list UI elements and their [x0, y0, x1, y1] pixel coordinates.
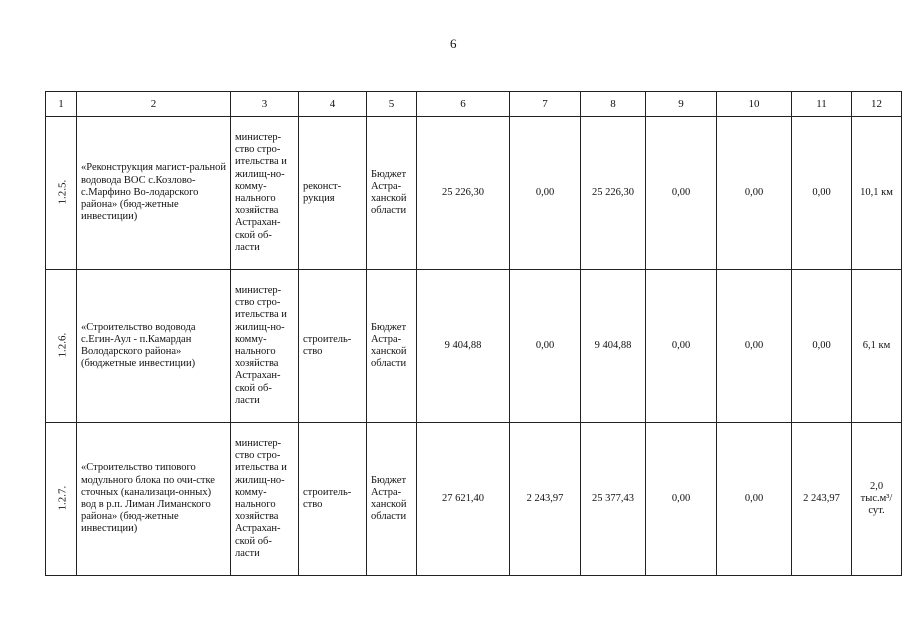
amount-col-10: 0,00 — [717, 270, 792, 423]
amount-col-8: 9 404,88 — [581, 270, 646, 423]
capacity: 10,1 км — [852, 117, 902, 270]
col-header: 9 — [646, 92, 717, 117]
total-amount: 9 404,88 — [417, 270, 510, 423]
work-type: реконст-рукция — [299, 117, 367, 270]
project-name: «Реконструкция магист-ральной водовода ВОС с.Козлово-с.Марфино Во-лодарского района» (бюд-жетные инвестиции) — [77, 117, 231, 270]
col-header: 11 — [792, 92, 852, 117]
header-row — [46, 92, 902, 117]
row-number: 1.2.5. — [56, 180, 69, 205]
amount-col-7: 2 243,97 — [510, 423, 581, 576]
program-table — [45, 91, 902, 576]
capacity-line: 2,0 — [869, 480, 884, 492]
total-amount: 25 226,30 — [417, 117, 510, 270]
amount-col-10: 0,00 — [717, 423, 792, 576]
amount-col-7: 0,00 — [510, 117, 581, 270]
amount-col-9: 0,00 — [646, 270, 717, 423]
project-name: «Строительство типового модульного блока по очи-стке сточных (канализаци-онных) вод в р.п. Лиман Лиманского района» (бюд-жетные инвестиции) — [77, 423, 231, 576]
amount-col-7: 0,00 — [510, 270, 581, 423]
page-number: 6 — [450, 36, 457, 51]
responsible-agency: министер-ство стро-ительства и жилищ-но-комму-нального хозяйства Астрахан-ской об-ласти — [231, 117, 299, 270]
funding-source: Бюджет Астра-ханской области — [367, 117, 417, 270]
capacity-line: сут. — [868, 505, 885, 517]
amount-col-8: 25 226,30 — [581, 117, 646, 270]
amount-col-11: 0,00 — [792, 270, 852, 423]
capacity-line: тыс.м³/ — [860, 492, 893, 504]
row-number-cell — [46, 270, 77, 423]
table-row — [46, 117, 902, 270]
col-header: 6 — [417, 92, 510, 117]
row-number: 1.2.7. — [56, 486, 69, 511]
table-row — [46, 423, 902, 576]
row-number-cell — [46, 117, 77, 270]
amount-col-8: 25 377,43 — [581, 423, 646, 576]
capacity — [852, 423, 902, 576]
col-header: 10 — [717, 92, 792, 117]
responsible-agency: министер-ство стро-ительства и жилищ-но-комму-нального хозяйства Астрахан-ской об-ласти — [231, 423, 299, 576]
funding-source: Бюджет Астра-ханской области — [367, 270, 417, 423]
amount-col-9: 0,00 — [646, 423, 717, 576]
col-header: 8 — [581, 92, 646, 117]
amount-col-10: 0,00 — [717, 117, 792, 270]
row-number-cell — [46, 423, 77, 576]
total-amount: 27 621,40 — [417, 423, 510, 576]
col-header: 5 — [367, 92, 417, 117]
capacity: 6,1 км — [852, 270, 902, 423]
work-type: строитель-ство — [299, 423, 367, 576]
responsible-agency: министер-ство стро-ительства и жилищ-но-комму-нального хозяйства Астрахан-ской об-ласти — [231, 270, 299, 423]
row-number: 1.2.6. — [56, 333, 69, 358]
col-header: 1 — [46, 92, 77, 117]
amount-col-9: 0,00 — [646, 117, 717, 270]
project-name: «Строительство водовода с.Егин-Аул - п.Камардан Володарского района» (бюджетные инвестиции) — [77, 270, 231, 423]
funding-source: Бюджет Астра-ханской области — [367, 423, 417, 576]
table-row — [46, 270, 902, 423]
col-header: 4 — [299, 92, 367, 117]
work-type: строитель-ство — [299, 270, 367, 423]
amount-col-11: 0,00 — [792, 117, 852, 270]
amount-col-11: 2 243,97 — [792, 423, 852, 576]
col-header: 2 — [77, 92, 231, 117]
col-header: 3 — [231, 92, 299, 117]
col-header: 7 — [510, 92, 581, 117]
col-header: 12 — [852, 92, 902, 117]
